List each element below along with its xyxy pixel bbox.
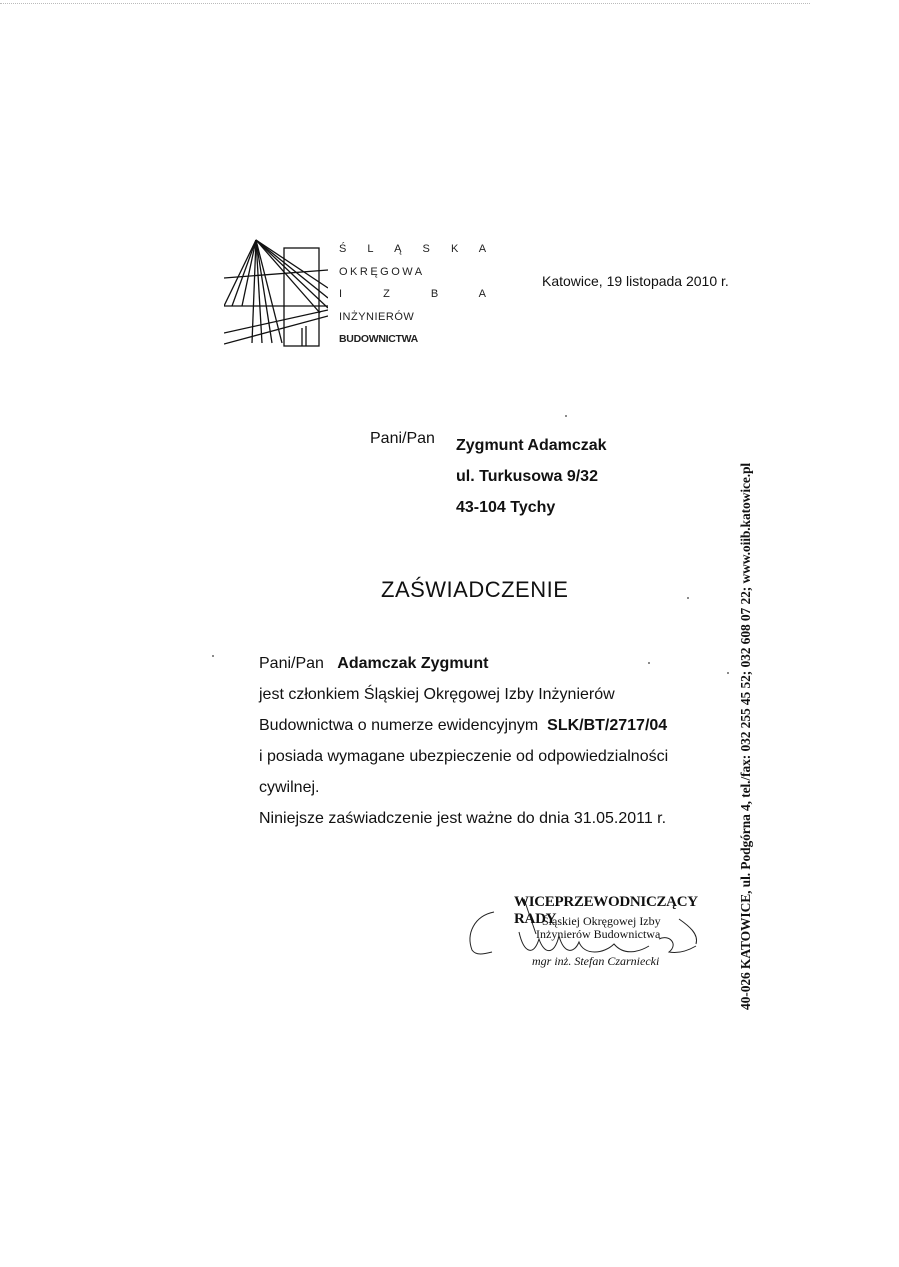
scan-speck: [565, 415, 567, 417]
body-salutation: Pani/Pan: [259, 655, 324, 672]
organization-name: [339, 238, 505, 351]
scan-speck: [727, 672, 729, 674]
stamp-org-line-1: Śląskiej Okręgowej Izby: [542, 914, 661, 928]
recipient-city: 43-104 Tychy: [456, 499, 556, 516]
org-line-4: INŻYNIERÓW: [339, 310, 415, 323]
registration-number: SLK/BT/2717/04: [547, 717, 668, 734]
scan-edge-line: [0, 3, 810, 4]
body-line-4: cywilnej.: [259, 779, 320, 796]
stamp-org-line-2: Inżynierów Budownictwa: [536, 927, 661, 941]
signature-stamp: [464, 894, 714, 974]
scan-speck: [687, 597, 689, 599]
recipient-salutation: Pani/Pan: [370, 430, 435, 447]
bridge-cable-logo-icon: [224, 238, 328, 348]
body-line-salutation: [259, 648, 729, 679]
scan-speck: [648, 662, 650, 664]
signer-name: mgr inż. Stefan Czarniecki: [532, 954, 660, 968]
org-line-1: Ś L Ą S K A: [339, 243, 496, 255]
member-name: Adamczak Zygmunt: [337, 655, 489, 672]
body-line-3: i posiada wymagane ubezpieczenie od odpowiedzialności: [259, 748, 669, 765]
scan-speck: [212, 655, 214, 657]
stamp-title: WICEPRZEWODNICZĄCY RADY: [514, 894, 698, 927]
org-line-3: I Z B A: [339, 288, 506, 300]
body-line-2: [259, 710, 729, 741]
document-title: ZAŚWIADCZENIE: [381, 577, 569, 602]
org-line-5: BUDOWNICTWA: [339, 333, 418, 345]
certificate-body: [259, 648, 729, 834]
sidebar-contact-info: 40-026 KATOWICE, ul. Podgórna 4, tel./fax: 032 255 45 52; 032 608 07 22; www.oiib.katowice.pl: [738, 462, 753, 1010]
validity-line: Niniejsze zaświadczenie jest ważne do dnia 31.05.2011 r.: [259, 810, 667, 827]
date-line: Katowice, 19 listopada 2010 r.: [542, 273, 729, 289]
recipient-address: [456, 430, 607, 523]
body-line-2-text: Budownictwa o numerze ewidencyjnym: [259, 717, 539, 734]
body-line-1: jest członkiem Śląskiej Okręgowej Izby Inżynierów: [259, 686, 615, 703]
recipient-street: ul. Turkusowa 9/32: [456, 468, 598, 485]
org-line-2: OKRĘGOWA: [339, 265, 425, 278]
recipient-name: Zygmunt Adamczak: [456, 437, 607, 454]
